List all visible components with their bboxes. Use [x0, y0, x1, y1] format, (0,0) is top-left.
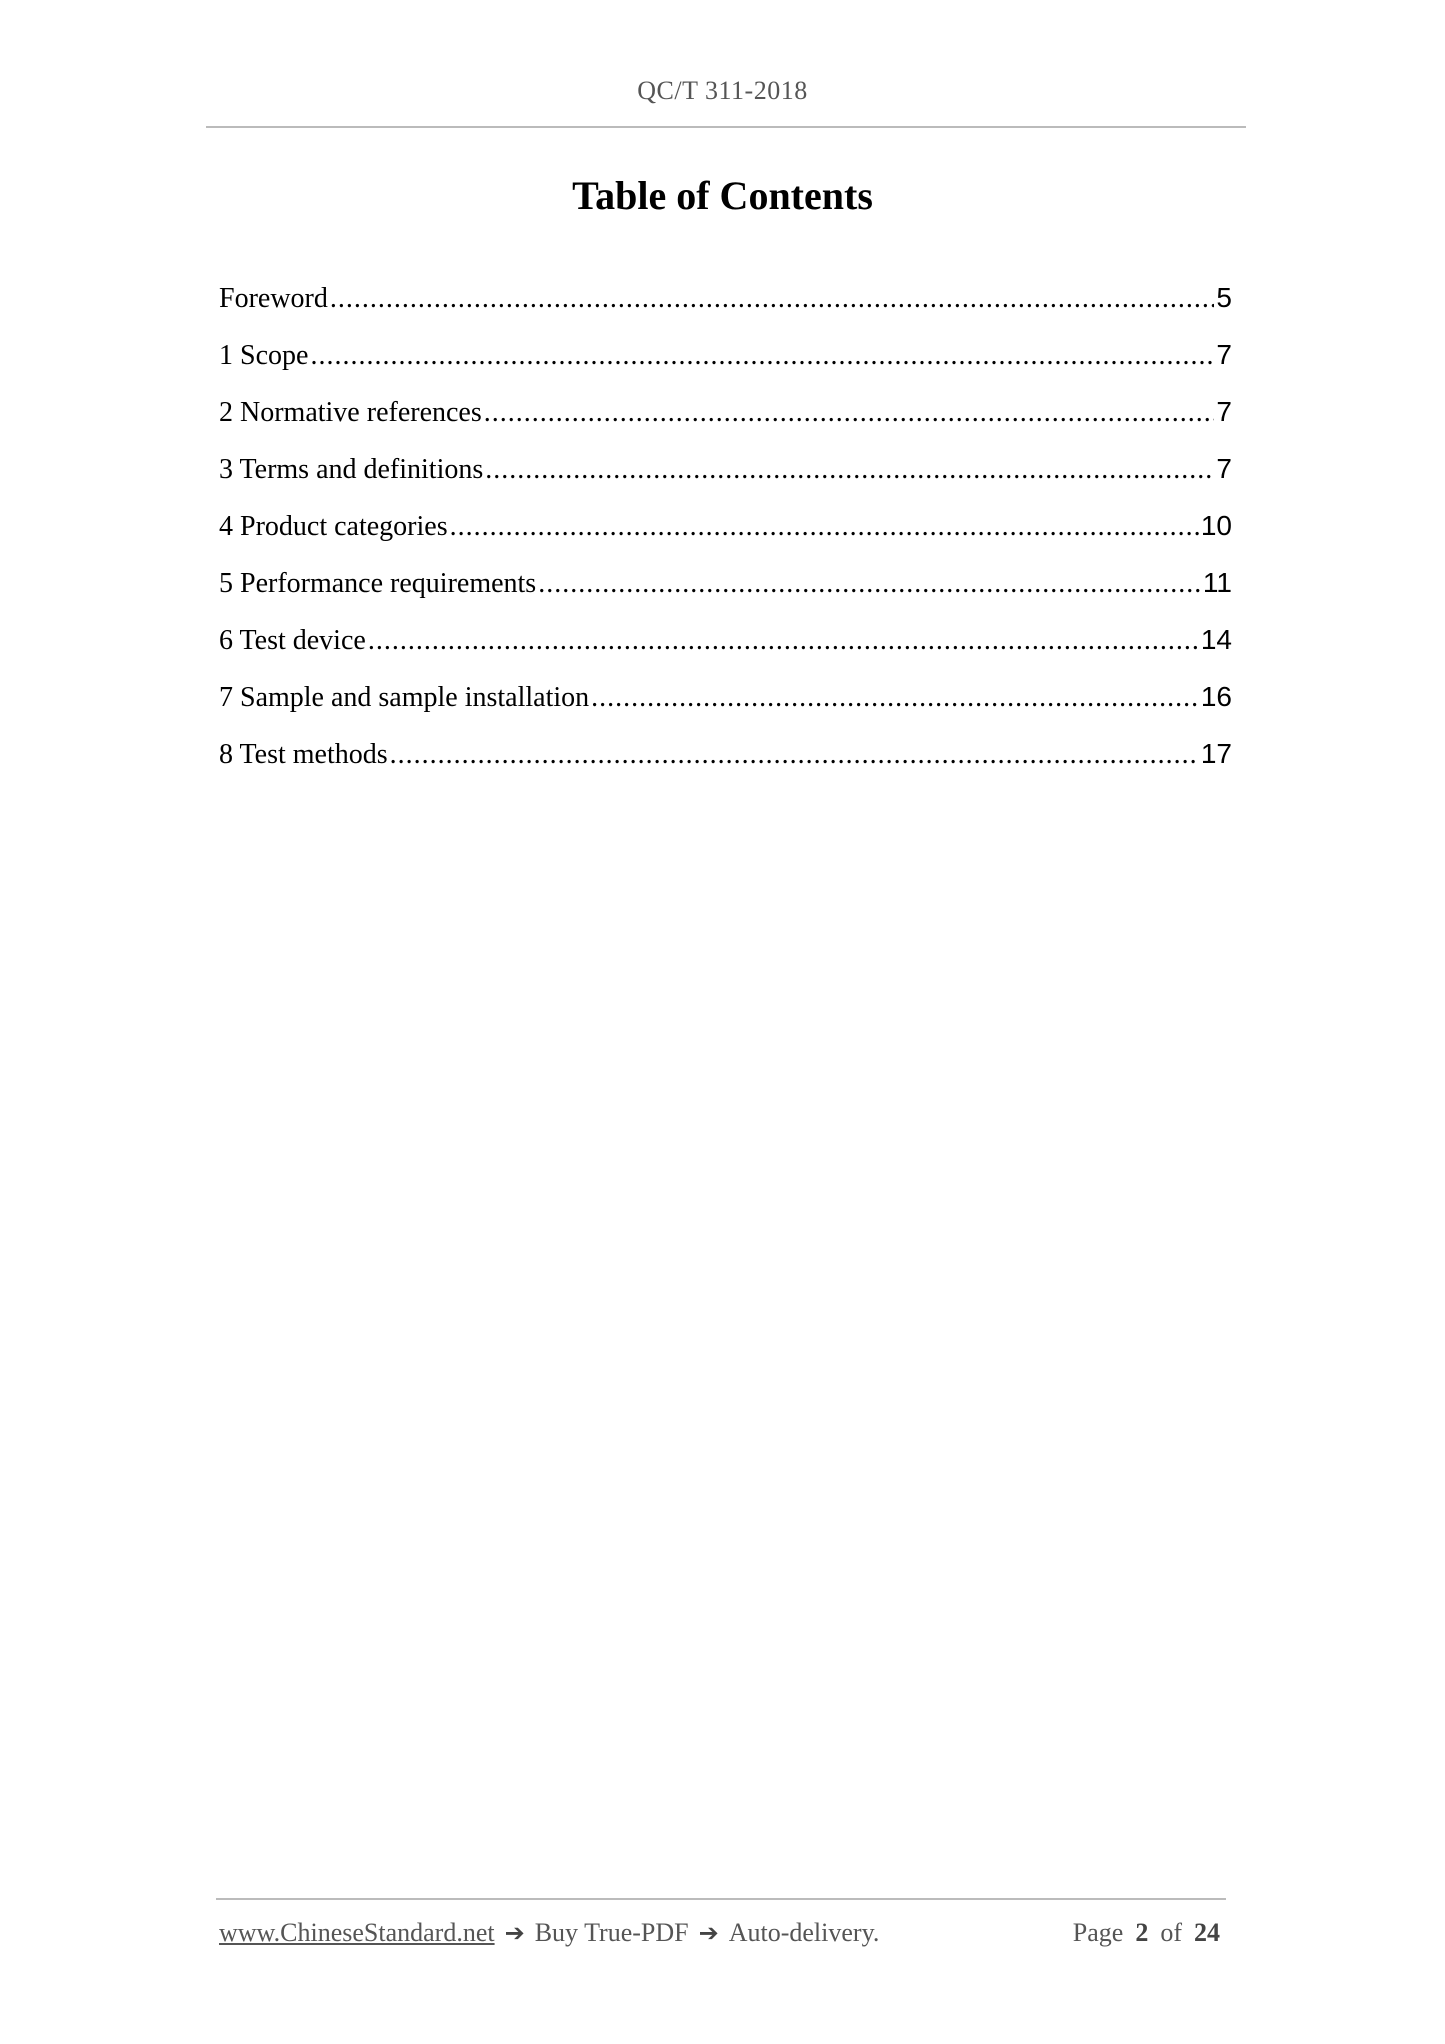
toc-entry-label: 1 Scope [219, 340, 309, 371]
toc-entry-page: 7 [1216, 339, 1232, 370]
buy-text: Buy True-PDF [534, 1918, 689, 1947]
toc-dot-leader [330, 283, 1215, 315]
toc-entry-label: 8 Test methods [219, 739, 388, 770]
page-number [1073, 1918, 1220, 1948]
toc-dot-leader [591, 682, 1199, 714]
toc-entry-product-categories[interactable] [219, 510, 1232, 567]
toc-entry-test-device[interactable] [219, 624, 1232, 681]
toc-entry-label: 7 Sample and sample installation [219, 682, 590, 713]
toc-entry-label: 6 Test device [219, 625, 366, 656]
toc-entry-sample-installation[interactable] [219, 681, 1232, 738]
toc-entry-test-methods[interactable] [219, 738, 1232, 795]
toc-entry-label: 2 Normative references [219, 397, 482, 428]
total-pages: 24 [1194, 1918, 1220, 1947]
toc-entry-page: 17 [1200, 738, 1232, 769]
toc-entry-normative-references[interactable] [219, 396, 1232, 453]
page-word: Page [1072, 1918, 1124, 1947]
toc-entry-page: 11 [1202, 567, 1232, 598]
toc-dot-leader [484, 397, 1215, 429]
toc-entry-label: 5 Performance requirements [219, 568, 537, 599]
toc-dot-leader [310, 340, 1214, 372]
toc-dot-leader [538, 568, 1201, 600]
toc-entry-performance-requirements[interactable] [219, 567, 1232, 624]
header-divider [206, 126, 1246, 128]
toc-entry-page: 14 [1200, 624, 1232, 655]
toc-dot-leader [390, 739, 1199, 771]
toc-entry-page: 7 [1216, 396, 1232, 427]
arrow-right-icon: ➔ [504, 1919, 525, 1947]
toc-entry-terms-and-definitions[interactable] [219, 453, 1232, 510]
footer-divider [216, 1898, 1226, 1900]
footer-promo [219, 1918, 879, 1948]
toc-entry-page: 7 [1216, 453, 1232, 484]
toc-entry-foreword[interactable] [219, 282, 1232, 339]
arrow-right-icon: ➔ [698, 1919, 719, 1947]
delivery-text: Auto-delivery. [728, 1918, 880, 1947]
toc-dot-leader [368, 625, 1199, 657]
page-footer [219, 1918, 1224, 1948]
document-code: QC/T 311-2018 [637, 76, 808, 105]
of-word: of [1160, 1918, 1182, 1947]
toc-entry-page: 16 [1200, 681, 1232, 712]
toc-dot-leader [450, 511, 1199, 543]
toc-entry-label: 3 Terms and definitions [219, 454, 484, 485]
toc-entry-page: 10 [1200, 510, 1232, 541]
toc-entry-page: 5 [1216, 282, 1232, 313]
current-page: 2 [1135, 1918, 1149, 1947]
toc-entry-scope[interactable] [219, 339, 1232, 396]
toc-dot-leader [485, 454, 1214, 486]
toc-entry-label: Foreword [219, 283, 328, 314]
site-link[interactable]: www.ChineseStandard.net [219, 1918, 495, 1947]
toc-list [219, 282, 1232, 795]
toc-title: Table of Contents [572, 173, 873, 218]
toc-entry-label: 4 Product categories [219, 511, 448, 542]
